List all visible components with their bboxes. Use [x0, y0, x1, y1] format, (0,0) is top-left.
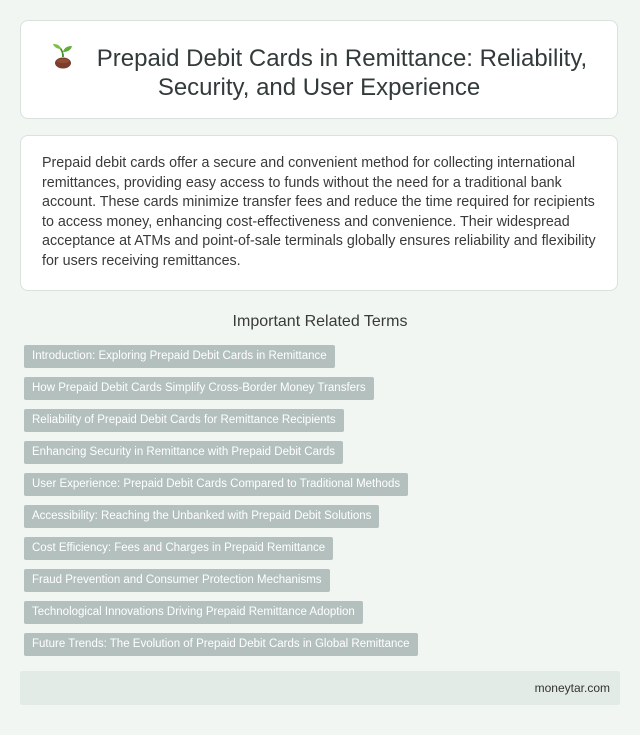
- related-term-tag[interactable]: Technological Innovations Driving Prepaid Remittance Adoption: [24, 601, 363, 624]
- related-term-tag[interactable]: Future Trends: The Evolution of Prepaid Debit Cards in Global Remittance: [24, 633, 418, 656]
- title-card: [20, 20, 618, 119]
- related-terms-heading: Important Related Terms: [232, 313, 408, 330]
- related-term-tag[interactable]: Fraud Prevention and Consumer Protection Mechanisms: [24, 569, 330, 592]
- seedling-icon: [51, 43, 75, 69]
- related-term-tag[interactable]: Accessibility: Reaching the Unbanked with Prepaid Debit Solutions: [24, 505, 379, 528]
- related-term-tag[interactable]: Introduction: Exploring Prepaid Debit Cards in Remittance: [24, 345, 335, 368]
- title-line-1: Prepaid Debit Cards in Remittance: Reliability,: [96, 45, 588, 72]
- summary-text: Prepaid debit cards offer a secure and convenient method for collecting international remittances, providing easy access to funds without the need for a traditional bank account. These cards minimize transfer fees and reduce the time required for recipients to access money, enhancing cost-effectiveness and convenience. Their widespread acceptance at ATMs and point-of-sale terminals globally ensures reliability and flexibility for users receiving remittances.: [42, 155, 596, 269]
- title-line-2: Security, and User Experience: [157, 74, 481, 101]
- footer-site-link[interactable]: moneytar.com: [534, 681, 610, 695]
- related-term-tag[interactable]: How Prepaid Debit Cards Simplify Cross-Border Money Transfers: [24, 377, 374, 400]
- related-term-tag[interactable]: User Experience: Prepaid Debit Cards Compared to Traditional Methods: [24, 473, 408, 496]
- related-term-tag[interactable]: Enhancing Security in Remittance with Prepaid Debit Cards: [24, 441, 343, 464]
- summary-card: [20, 135, 618, 291]
- related-term-tag[interactable]: Reliability of Prepaid Debit Cards for Remittance Recipients: [24, 409, 344, 432]
- page-title: [21, 43, 617, 102]
- related-term-tag[interactable]: Cost Efficiency: Fees and Charges in Prepaid Remittance: [24, 537, 333, 560]
- related-terms-list: [24, 345, 624, 665]
- footer-bar: [20, 671, 620, 705]
